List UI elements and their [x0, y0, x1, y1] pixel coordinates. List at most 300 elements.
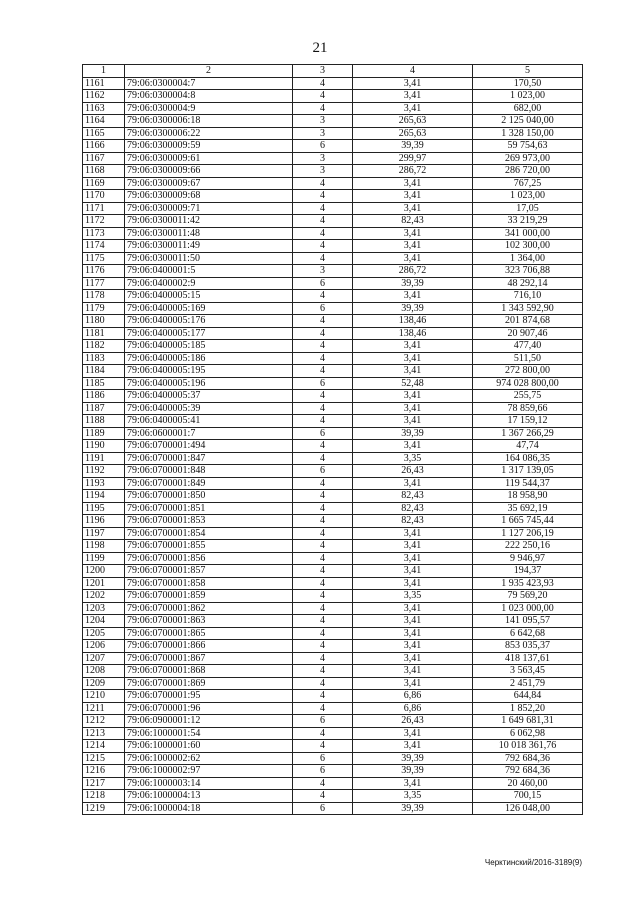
table-row: [83, 765, 583, 778]
table-row: [83, 477, 583, 490]
row-number-cell: 1210: [83, 690, 125, 703]
group-code-cell: 4: [293, 615, 353, 628]
row-number-cell: 1199: [83, 552, 125, 565]
group-code-cell: 4: [293, 565, 353, 578]
group-code-cell: 4: [293, 452, 353, 465]
cadastral-value-cell: 272 800,00: [473, 365, 583, 378]
table-row: [83, 90, 583, 103]
specific-value-cell: 286,72: [353, 265, 473, 278]
table-row: [83, 102, 583, 115]
cadastral-number-cell: 79:06:0700001:853: [125, 515, 293, 528]
group-code-cell: 4: [293, 702, 353, 715]
specific-value-cell: 3,41: [353, 390, 473, 403]
table-row: [83, 402, 583, 415]
row-number-cell: 1215: [83, 752, 125, 765]
cadastral-number-cell: 79:06:0400005:186: [125, 352, 293, 365]
cadastral-number-cell: 79:06:0400005:195: [125, 365, 293, 378]
table-row: [83, 315, 583, 328]
table-row: [83, 602, 583, 615]
row-number-cell: 1192: [83, 465, 125, 478]
row-number-cell: 1161: [83, 77, 125, 90]
cadastral-value-cell: 222 250,16: [473, 540, 583, 553]
table-row: [83, 452, 583, 465]
cadastral-number-cell: 79:06:0900001:12: [125, 715, 293, 728]
cadastral-number-cell: 79:06:0700001:857: [125, 565, 293, 578]
cadastral-value-cell: 20 907,46: [473, 327, 583, 340]
cadastral-number-cell: 79:06:0700001:865: [125, 627, 293, 640]
specific-value-cell: 299,97: [353, 152, 473, 165]
cadastral-value-cell: 1 023,00: [473, 90, 583, 103]
cadastral-number-cell: 79:06:0700001:494: [125, 440, 293, 453]
cadastral-number-cell: 79:06:0300006:22: [125, 127, 293, 140]
group-code-cell: 4: [293, 727, 353, 740]
cadastral-value-cell: 35 692,19: [473, 502, 583, 515]
specific-value-cell: 39,39: [353, 427, 473, 440]
group-code-cell: 4: [293, 627, 353, 640]
cadastral-number-cell: 79:06:0700001:858: [125, 577, 293, 590]
specific-value-cell: 3,41: [353, 602, 473, 615]
document-reference: Черктинский/2016-3189(9): [484, 858, 582, 867]
specific-value-cell: 265,63: [353, 115, 473, 128]
specific-value-cell: 26,43: [353, 715, 473, 728]
cadastral-value-cell: 682,00: [473, 102, 583, 115]
cadastral-value-cell: 1 023 000,00: [473, 602, 583, 615]
row-number-cell: 1208: [83, 665, 125, 678]
specific-value-cell: 3,41: [353, 352, 473, 365]
table-row: [83, 127, 583, 140]
specific-value-cell: 3,41: [353, 540, 473, 553]
row-number-cell: 1183: [83, 352, 125, 365]
row-number-cell: 1181: [83, 327, 125, 340]
specific-value-cell: 3,41: [353, 627, 473, 640]
cadastral-number-cell: 79:06:0400005:176: [125, 315, 293, 328]
table-row: [83, 640, 583, 653]
specific-value-cell: 39,39: [353, 752, 473, 765]
row-number-cell: 1193: [83, 477, 125, 490]
cadastral-number-cell: 79:06:0300009:66: [125, 165, 293, 178]
cadastral-number-cell: 79:06:1000003:14: [125, 777, 293, 790]
cadastral-value-cell: 792 684,36: [473, 765, 583, 778]
table-row: [83, 227, 583, 240]
row-number-cell: 1168: [83, 165, 125, 178]
specific-value-cell: 3,41: [353, 677, 473, 690]
specific-value-cell: 3,41: [353, 652, 473, 665]
group-code-cell: 4: [293, 315, 353, 328]
row-number-cell: 1169: [83, 177, 125, 190]
cadastral-value-cell: 59 754,63: [473, 140, 583, 153]
column-header-3: 3: [293, 65, 353, 78]
cadastral-value-cell: 323 706,88: [473, 265, 583, 278]
specific-value-cell: 138,46: [353, 327, 473, 340]
group-code-cell: 4: [293, 602, 353, 615]
group-code-cell: 6: [293, 377, 353, 390]
cadastral-value-cell: 1 649 681,31: [473, 715, 583, 728]
row-number-cell: 1217: [83, 777, 125, 790]
cadastral-number-cell: 79:06:0700001:847: [125, 452, 293, 465]
specific-value-cell: 3,41: [353, 402, 473, 415]
cadastral-value-cell: 2 451,79: [473, 677, 583, 690]
group-code-cell: 4: [293, 640, 353, 653]
row-number-cell: 1166: [83, 140, 125, 153]
cadastral-value-cell: 47,74: [473, 440, 583, 453]
specific-value-cell: 39,39: [353, 277, 473, 290]
table-row: [83, 690, 583, 703]
cadastral-number-cell: 79:06:1000001:54: [125, 727, 293, 740]
cadastral-number-cell: 79:06:0400005:169: [125, 302, 293, 315]
row-number-cell: 1188: [83, 415, 125, 428]
cadastral-value-cell: 6 642,68: [473, 627, 583, 640]
cadastral-number-cell: 79:06:0700001:869: [125, 677, 293, 690]
cadastral-value-cell: 418 137,61: [473, 652, 583, 665]
specific-value-cell: 52,48: [353, 377, 473, 390]
cadastral-value-cell: 3 563,45: [473, 665, 583, 678]
group-code-cell: 6: [293, 765, 353, 778]
row-number-cell: 1175: [83, 252, 125, 265]
row-number-cell: 1180: [83, 315, 125, 328]
group-code-cell: 4: [293, 252, 353, 265]
cadastral-number-cell: 79:06:0600001:7: [125, 427, 293, 440]
row-number-cell: 1162: [83, 90, 125, 103]
row-number-cell: 1214: [83, 740, 125, 753]
group-code-cell: 4: [293, 290, 353, 303]
cadastral-value-cell: 1 127 206,19: [473, 527, 583, 540]
cadastral-value-cell: 286 720,00: [473, 165, 583, 178]
cadastral-number-cell: 79:06:0700001:863: [125, 615, 293, 628]
cadastral-number-cell: 79:06:0300004:9: [125, 102, 293, 115]
specific-value-cell: 26,43: [353, 465, 473, 478]
row-number-cell: 1171: [83, 202, 125, 215]
row-number-cell: 1194: [83, 490, 125, 503]
cadastral-value-cell: 33 219,29: [473, 215, 583, 228]
table-row: [83, 390, 583, 403]
specific-value-cell: 3,41: [353, 102, 473, 115]
group-code-cell: 6: [293, 140, 353, 153]
group-code-cell: 6: [293, 752, 353, 765]
group-code-cell: 4: [293, 215, 353, 228]
table-row: [83, 202, 583, 215]
cadastral-number-cell: 79:06:0700001:95: [125, 690, 293, 703]
table-row: [83, 615, 583, 628]
group-code-cell: 4: [293, 577, 353, 590]
group-code-cell: 4: [293, 502, 353, 515]
cadastral-value-cell: 79 569,20: [473, 590, 583, 603]
group-code-cell: 4: [293, 740, 353, 753]
group-code-cell: 4: [293, 77, 353, 90]
group-code-cell: 4: [293, 515, 353, 528]
cadastral-value-cell: 170,50: [473, 77, 583, 90]
table-row: [83, 552, 583, 565]
specific-value-cell: 39,39: [353, 302, 473, 315]
group-code-cell: 6: [293, 427, 353, 440]
row-number-cell: 1207: [83, 652, 125, 665]
specific-value-cell: 3,41: [353, 240, 473, 253]
specific-value-cell: 3,41: [353, 552, 473, 565]
table-row: [83, 752, 583, 765]
cadastral-number-cell: 79:06:0400005:177: [125, 327, 293, 340]
cadastral-value-cell: 194,37: [473, 565, 583, 578]
specific-value-cell: 3,41: [353, 640, 473, 653]
column-header-5: 5: [473, 65, 583, 78]
row-number-cell: 1177: [83, 277, 125, 290]
specific-value-cell: 3,41: [353, 727, 473, 740]
cadastral-number-cell: 79:06:0300009:71: [125, 202, 293, 215]
cadastral-number-cell: 79:06:0400005:39: [125, 402, 293, 415]
row-number-cell: 1196: [83, 515, 125, 528]
column-header-1: 1: [83, 65, 125, 78]
cadastral-number-cell: 79:06:0300011:50: [125, 252, 293, 265]
group-code-cell: 6: [293, 715, 353, 728]
specific-value-cell: 3,41: [353, 740, 473, 753]
table-row: [83, 540, 583, 553]
cadastral-number-cell: 79:06:0300009:59: [125, 140, 293, 153]
cadastral-value-table: [82, 64, 583, 815]
row-number-cell: 1201: [83, 577, 125, 590]
row-number-cell: 1179: [83, 302, 125, 315]
row-number-cell: 1198: [83, 540, 125, 553]
cadastral-value-cell: 48 292,14: [473, 277, 583, 290]
cadastral-number-cell: 79:06:0400005:15: [125, 290, 293, 303]
specific-value-cell: 3,41: [353, 615, 473, 628]
cadastral-number-cell: 79:06:0700001:868: [125, 665, 293, 678]
cadastral-number-cell: 79:06:0700001:96: [125, 702, 293, 715]
specific-value-cell: 3,41: [353, 190, 473, 203]
specific-value-cell: 3,41: [353, 777, 473, 790]
cadastral-number-cell: 79:06:0700001:866: [125, 640, 293, 653]
cadastral-value-cell: 255,75: [473, 390, 583, 403]
table-row: [83, 252, 583, 265]
specific-value-cell: 3,41: [353, 202, 473, 215]
row-number-cell: 1174: [83, 240, 125, 253]
group-code-cell: 4: [293, 527, 353, 540]
table-row: [83, 627, 583, 640]
cadastral-number-cell: 79:06:0700001:850: [125, 490, 293, 503]
cadastral-number-cell: 79:06:0700001:854: [125, 527, 293, 540]
specific-value-cell: 39,39: [353, 802, 473, 815]
row-number-cell: 1219: [83, 802, 125, 815]
cadastral-number-cell: 79:06:0300006:18: [125, 115, 293, 128]
table-row: [83, 240, 583, 253]
cadastral-value-cell: 18 958,90: [473, 490, 583, 503]
cadastral-number-cell: 79:06:0700001:848: [125, 465, 293, 478]
cadastral-number-cell: 79:06:0700001:867: [125, 652, 293, 665]
group-code-cell: 3: [293, 165, 353, 178]
specific-value-cell: 3,35: [353, 452, 473, 465]
cadastral-value-cell: 9 946,97: [473, 552, 583, 565]
table-row: [83, 677, 583, 690]
specific-value-cell: 3,41: [353, 252, 473, 265]
cadastral-number-cell: 79:06:0300009:61: [125, 152, 293, 165]
group-code-cell: 6: [293, 802, 353, 815]
table-row: [83, 377, 583, 390]
row-number-cell: 1206: [83, 640, 125, 653]
specific-value-cell: 82,43: [353, 490, 473, 503]
cadastral-number-cell: 79:06:0300004:8: [125, 90, 293, 103]
group-code-cell: 4: [293, 677, 353, 690]
specific-value-cell: 138,46: [353, 315, 473, 328]
specific-value-cell: 39,39: [353, 140, 473, 153]
cadastral-number-cell: 79:06:0300009:68: [125, 190, 293, 203]
cadastral-value-cell: 1 328 150,00: [473, 127, 583, 140]
group-code-cell: 4: [293, 102, 353, 115]
cadastral-value-cell: 10 018 361,76: [473, 740, 583, 753]
table-row: [83, 177, 583, 190]
group-code-cell: 4: [293, 352, 353, 365]
table-row: [83, 152, 583, 165]
specific-value-cell: 6,86: [353, 690, 473, 703]
row-number-cell: 1190: [83, 440, 125, 453]
row-number-cell: 1211: [83, 702, 125, 715]
specific-value-cell: 3,41: [353, 177, 473, 190]
row-number-cell: 1213: [83, 727, 125, 740]
group-code-cell: 4: [293, 552, 353, 565]
cadastral-value-cell: 126 048,00: [473, 802, 583, 815]
group-code-cell: 4: [293, 690, 353, 703]
cadastral-number-cell: 79:06:1000004:18: [125, 802, 293, 815]
cadastral-number-cell: 79:06:0400005:185: [125, 340, 293, 353]
group-code-cell: 4: [293, 402, 353, 415]
row-number-cell: 1218: [83, 790, 125, 803]
table-header-row: [83, 65, 583, 78]
group-code-cell: 4: [293, 415, 353, 428]
table-row: [83, 265, 583, 278]
specific-value-cell: 82,43: [353, 502, 473, 515]
cadastral-value-cell: 792 684,36: [473, 752, 583, 765]
row-number-cell: 1163: [83, 102, 125, 115]
row-number-cell: 1189: [83, 427, 125, 440]
group-code-cell: 6: [293, 465, 353, 478]
row-number-cell: 1202: [83, 590, 125, 603]
table-row: [83, 802, 583, 815]
table-row: [83, 277, 583, 290]
cadastral-value-cell: 974 028 800,00: [473, 377, 583, 390]
table-row: [83, 215, 583, 228]
table-row: [83, 715, 583, 728]
table-row: [83, 790, 583, 803]
row-number-cell: 1167: [83, 152, 125, 165]
table-row: [83, 327, 583, 340]
row-number-cell: 1170: [83, 190, 125, 203]
row-number-cell: 1176: [83, 265, 125, 278]
table-row: [83, 665, 583, 678]
cadastral-value-cell: 853 035,37: [473, 640, 583, 653]
row-number-cell: 1212: [83, 715, 125, 728]
table-row: [83, 427, 583, 440]
cadastral-number-cell: 79:06:0700001:855: [125, 540, 293, 553]
row-number-cell: 1205: [83, 627, 125, 640]
cadastral-value-cell: 1 023,00: [473, 190, 583, 203]
group-code-cell: 4: [293, 190, 353, 203]
cadastral-value-cell: 700,15: [473, 790, 583, 803]
specific-value-cell: 3,41: [353, 477, 473, 490]
group-code-cell: 4: [293, 227, 353, 240]
table-row: [83, 415, 583, 428]
group-code-cell: 4: [293, 790, 353, 803]
row-number-cell: 1209: [83, 677, 125, 690]
cadastral-number-cell: 79:06:0700001:862: [125, 602, 293, 615]
table-row: [83, 727, 583, 740]
cadastral-value-cell: 716,10: [473, 290, 583, 303]
row-number-cell: 1197: [83, 527, 125, 540]
cadastral-number-cell: 79:06:1000002:97: [125, 765, 293, 778]
row-number-cell: 1195: [83, 502, 125, 515]
cadastral-number-cell: 79:06:1000001:60: [125, 740, 293, 753]
cadastral-number-cell: 79:06:0400002:9: [125, 277, 293, 290]
table-row: [83, 140, 583, 153]
row-number-cell: 1203: [83, 602, 125, 615]
row-number-cell: 1216: [83, 765, 125, 778]
group-code-cell: 4: [293, 90, 353, 103]
cadastral-value-cell: 644,84: [473, 690, 583, 703]
group-code-cell: 6: [293, 302, 353, 315]
column-header-4: 4: [353, 65, 473, 78]
table-row: [83, 777, 583, 790]
table-row: [83, 590, 583, 603]
cadastral-number-cell: 79:06:0700001:859: [125, 590, 293, 603]
cadastral-value-cell: 17 159,12: [473, 415, 583, 428]
specific-value-cell: 6,86: [353, 702, 473, 715]
cadastral-value-cell: 1 364,00: [473, 252, 583, 265]
table-row: [83, 352, 583, 365]
specific-value-cell: 3,41: [353, 90, 473, 103]
cadastral-value-cell: 341 000,00: [473, 227, 583, 240]
row-number-cell: 1186: [83, 390, 125, 403]
cadastral-value-cell: 1 343 592,90: [473, 302, 583, 315]
table-body: [83, 77, 583, 815]
cadastral-value-cell: 20 460,00: [473, 777, 583, 790]
specific-value-cell: 82,43: [353, 215, 473, 228]
group-code-cell: 4: [293, 340, 353, 353]
table-row: [83, 77, 583, 90]
group-code-cell: 3: [293, 127, 353, 140]
group-code-cell: 4: [293, 665, 353, 678]
cadastral-value-cell: 477,40: [473, 340, 583, 353]
cadastral-number-cell: 79:06:0300009:67: [125, 177, 293, 190]
specific-value-cell: 286,72: [353, 165, 473, 178]
cadastral-number-cell: 79:06:0400005:37: [125, 390, 293, 403]
table-row: [83, 290, 583, 303]
row-number-cell: 1172: [83, 215, 125, 228]
specific-value-cell: 3,41: [353, 290, 473, 303]
row-number-cell: 1191: [83, 452, 125, 465]
group-code-cell: 4: [293, 202, 353, 215]
cadastral-number-cell: 79:06:0300011:42: [125, 215, 293, 228]
cadastral-number-cell: 79:06:0700001:856: [125, 552, 293, 565]
group-code-cell: 3: [293, 152, 353, 165]
group-code-cell: 4: [293, 440, 353, 453]
table-row: [83, 515, 583, 528]
row-number-cell: 1184: [83, 365, 125, 378]
row-number-cell: 1187: [83, 402, 125, 415]
cadastral-number-cell: 79:06:0400005:41: [125, 415, 293, 428]
table-row: [83, 502, 583, 515]
table-row: [83, 490, 583, 503]
cadastral-value-cell: 1 367 266,29: [473, 427, 583, 440]
specific-value-cell: 82,43: [353, 515, 473, 528]
specific-value-cell: 3,41: [353, 77, 473, 90]
cadastral-value-cell: 269 973,00: [473, 152, 583, 165]
specific-value-cell: 3,41: [353, 365, 473, 378]
group-code-cell: 4: [293, 390, 353, 403]
row-number-cell: 1204: [83, 615, 125, 628]
specific-value-cell: 3,41: [353, 415, 473, 428]
cadastral-number-cell: 79:06:0300011:49: [125, 240, 293, 253]
group-code-cell: 4: [293, 240, 353, 253]
group-code-cell: 4: [293, 777, 353, 790]
cadastral-number-cell: 79:06:0700001:849: [125, 477, 293, 490]
cadastral-value-cell: 201 874,68: [473, 315, 583, 328]
cadastral-value-cell: 1 665 745,44: [473, 515, 583, 528]
group-code-cell: 4: [293, 590, 353, 603]
